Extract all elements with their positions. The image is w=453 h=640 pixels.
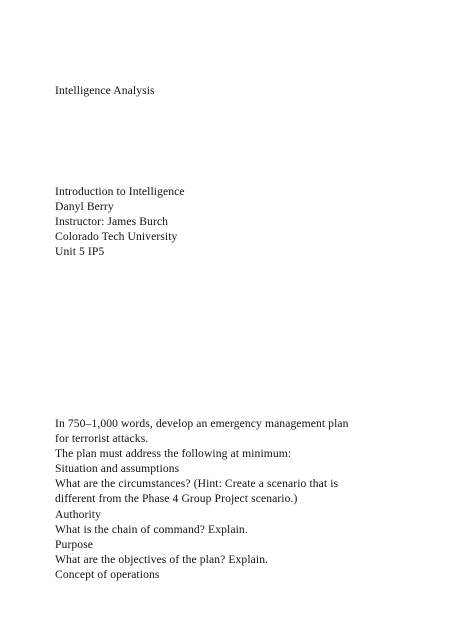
body-block	[55, 416, 415, 582]
body-line: different from the Phase 4 Group Project scenario.)	[55, 492, 298, 506]
section-heading-situation: Situation and assumptions	[55, 462, 180, 476]
course-name: Introduction to Intelligence	[55, 185, 185, 198]
unit-label: Unit 5 IP5	[55, 245, 105, 259]
title-block	[55, 83, 415, 98]
university-name: Colorado Tech University	[55, 230, 178, 244]
body-line: for terrorist attacks.	[55, 432, 149, 446]
section-heading-concept: Concept of operations	[55, 567, 160, 581]
body-line: The plan must address the following at minimum:	[55, 447, 292, 461]
instructor-name: Instructor: James Burch	[55, 215, 169, 229]
body-line: What is the chain of command? Explain.	[55, 522, 248, 536]
section-heading-authority: Authority	[55, 507, 101, 521]
body-line: In 750–1,000 words, develop an emergency management plan	[55, 417, 349, 430]
body-line: What are the objectives of the plan? Explain.	[55, 552, 269, 566]
section-heading-purpose: Purpose	[55, 537, 94, 551]
author-name: Danyl Berry	[55, 200, 114, 214]
document-title: Intelligence Analysis	[55, 84, 155, 97]
body-line: What are the circumstances? (Hint: Create a scenario that is	[55, 477, 339, 491]
header-block	[55, 184, 415, 259]
